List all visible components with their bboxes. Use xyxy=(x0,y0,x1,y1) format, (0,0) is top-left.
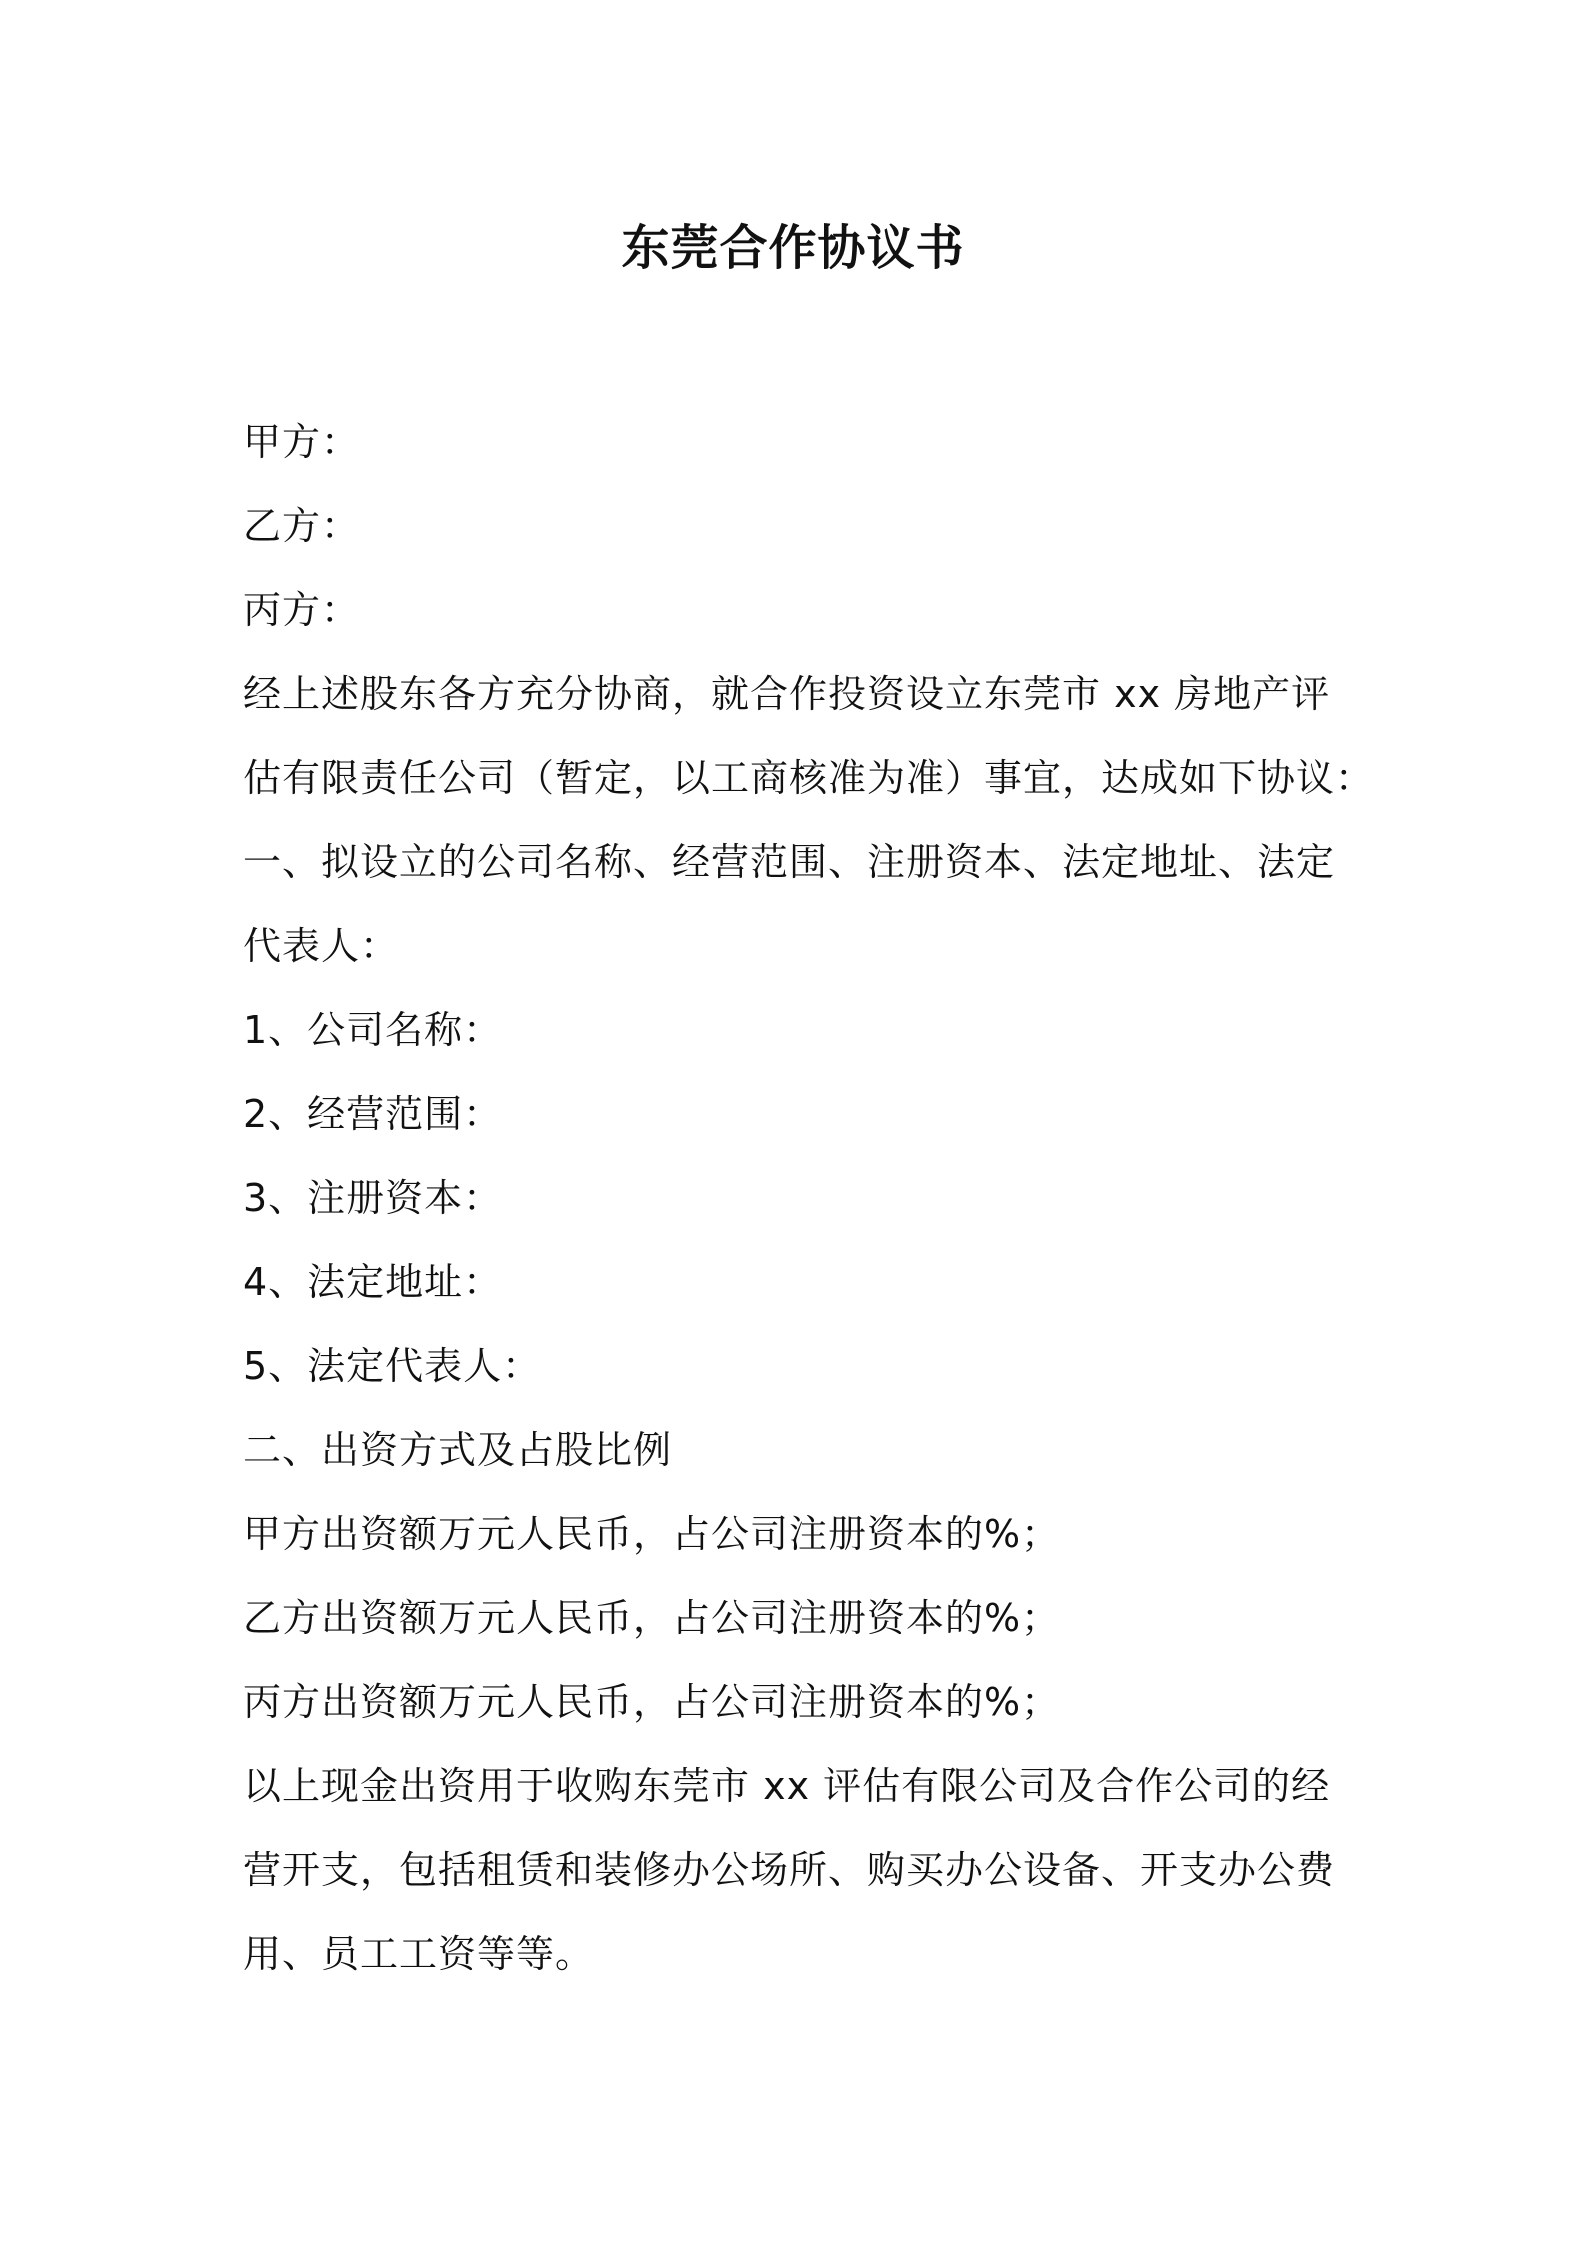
funds-usage-line-3: 用、员工工资等等。 xyxy=(243,1932,595,1976)
section-one-heading-line-1: 一、拟设立的公司名称、经营范围、注册资本、法定地址、法定 xyxy=(243,840,1336,884)
document-body xyxy=(243,400,1375,1996)
party-a-line: 甲方： xyxy=(243,420,361,464)
legal-address-item: 4、法定地址： xyxy=(243,1260,503,1304)
party-b-contribution: 乙方出资额万元人民币，占公司注册资本的%； xyxy=(243,1596,1061,1640)
legal-representative-item: 5、法定代表人： xyxy=(243,1344,542,1388)
section-one-heading-line-2: 代表人： xyxy=(243,924,400,968)
document-title: 东莞合作协议书 xyxy=(621,220,965,276)
intro-paragraph-line-2: 估有限责任公司（暂定，以工商核准为准）事宜，达成如下协议： xyxy=(243,756,1375,800)
intro-paragraph-line-1: 经上述股东各方充分协商，就合作投资设立东莞市 xx 房地产评 xyxy=(243,672,1331,716)
funds-usage-line-1: 以上现金出资用于收购东莞市 xx 评估有限公司及合作公司的经 xyxy=(243,1764,1331,1808)
party-a-contribution: 甲方出资额万元人民币，占公司注册资本的%； xyxy=(243,1512,1061,1556)
section-two-heading: 二、出资方式及占股比例 xyxy=(243,1428,673,1472)
party-c-contribution: 丙方出资额万元人民币，占公司注册资本的%； xyxy=(243,1680,1061,1724)
party-b-line: 乙方： xyxy=(243,504,361,548)
company-name-item: 1、公司名称： xyxy=(243,1008,503,1052)
registered-capital-item: 3、注册资本： xyxy=(243,1176,503,1220)
funds-usage-line-2: 营开支，包括租赁和装修办公场所、购买办公设备、开支办公费 xyxy=(243,1848,1336,1892)
business-scope-item: 2、经营范围： xyxy=(243,1092,503,1136)
party-c-line: 丙方： xyxy=(243,588,361,632)
